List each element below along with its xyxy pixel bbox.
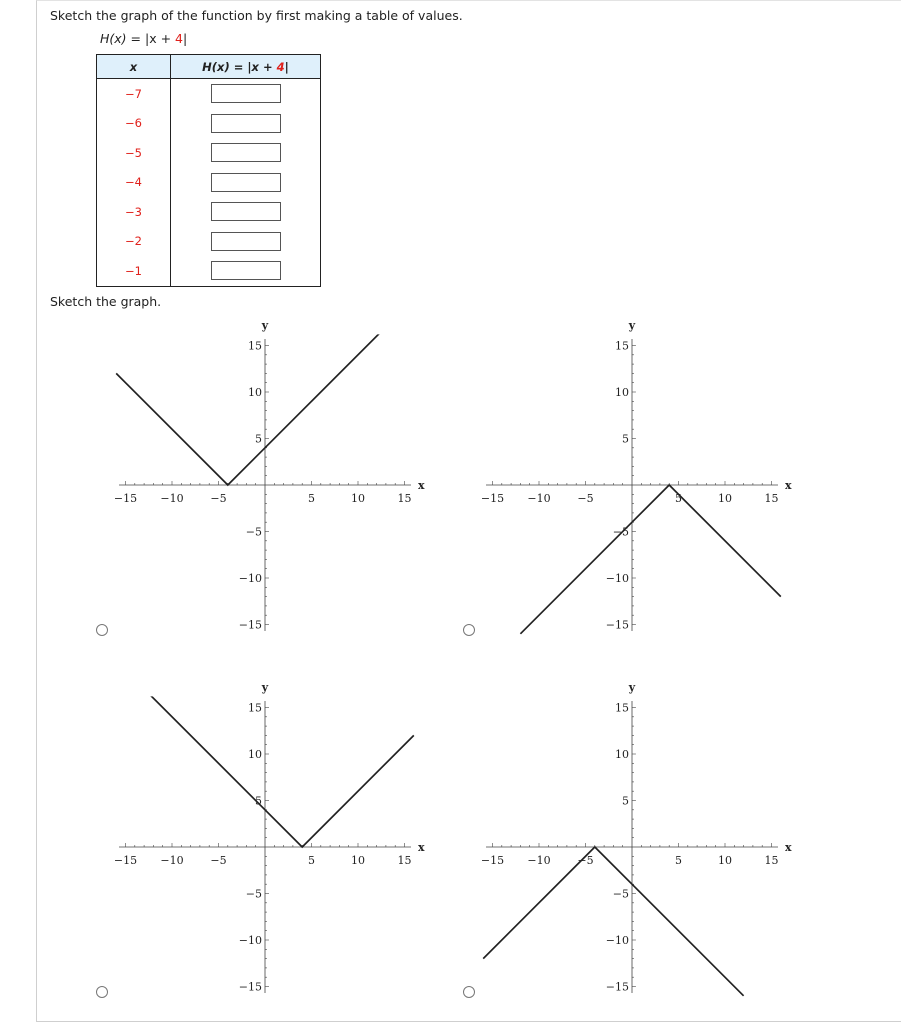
x-tick-label: 10 [351, 854, 365, 867]
x-tick-label: −5 [210, 854, 227, 867]
x-tick-label: 5 [308, 854, 315, 867]
radio-option-c[interactable] [96, 986, 108, 998]
y-tick-label: −15 [238, 980, 262, 994]
y-tick-label: −5 [612, 525, 629, 539]
y-tick-label: −15 [605, 618, 629, 632]
function-lhs: H(x) [100, 31, 127, 46]
x-value: −7 [97, 79, 171, 109]
y-tick-label: 15 [615, 701, 629, 715]
y-tick-label: −5 [245, 525, 262, 539]
x-value: −4 [97, 168, 171, 198]
x-value: −5 [97, 138, 171, 168]
radio-option-d[interactable] [463, 986, 475, 998]
y-tick-label: 10 [615, 748, 629, 761]
col-h-const: 4 [276, 59, 285, 74]
x-tick-label: −10 [527, 854, 551, 867]
sketch-label: Sketch the graph. [50, 294, 162, 309]
y-tick-label: 10 [615, 386, 629, 399]
x-value: −2 [97, 227, 171, 257]
x-tick-label: −15 [113, 854, 138, 867]
x-tick-label: 5 [308, 492, 315, 505]
function-const: 4 [175, 31, 183, 46]
col-h-lhs: H(x) = |x + [202, 59, 277, 74]
y-tick-label: −15 [238, 618, 262, 632]
graph-c [114, 681, 425, 994]
y-tick-label: −10 [238, 572, 262, 585]
y-tick-label: −5 [612, 887, 629, 901]
x-tick-label: −5 [577, 854, 594, 867]
y-tick-label: 5 [622, 432, 629, 446]
function-close: | [182, 31, 188, 46]
x-tick-label: −15 [480, 492, 505, 505]
x-value: −1 [97, 256, 171, 286]
x-tick-label: 10 [718, 854, 732, 867]
y-tick-label: 5 [255, 794, 262, 808]
y-tick-label: 5 [622, 794, 629, 808]
col-x-header: x [97, 55, 171, 79]
y-tick-label: −10 [605, 572, 629, 585]
col-h-close: | [284, 59, 289, 74]
x-axis-label: x [785, 479, 792, 492]
function-line-b [520, 485, 780, 634]
x-tick-label: −10 [160, 492, 184, 505]
x-value: −3 [97, 197, 171, 227]
function-eq: = |x + [126, 31, 176, 46]
y-axis-label: y [261, 680, 269, 694]
x-axis-label: x [418, 479, 425, 492]
y-axis-label: y [628, 318, 636, 332]
x-tick-label: 10 [351, 492, 365, 505]
y-tick-label: −15 [605, 980, 629, 994]
x-tick-label: 15 [397, 854, 412, 867]
x-tick-label: 15 [764, 854, 779, 867]
graph-d [481, 681, 792, 996]
x-tick-label: −10 [527, 492, 551, 505]
graph-a [114, 319, 425, 632]
x-tick-label: 15 [397, 492, 412, 505]
x-tick-label: −5 [210, 492, 227, 505]
x-axis-label: x [785, 841, 792, 854]
question-prompt: Sketch the graph of the function by first making a table of values. [50, 8, 463, 23]
x-tick-label: 5 [675, 854, 682, 867]
y-axis-label: y [628, 680, 636, 694]
y-tick-label: 10 [248, 386, 262, 399]
y-tick-label: 15 [615, 339, 629, 353]
y-tick-label: 10 [248, 748, 262, 761]
x-tick-label: 10 [718, 492, 732, 505]
x-axis-label: x [418, 841, 425, 854]
y-tick-label: −10 [238, 934, 262, 947]
x-tick-label: 5 [675, 492, 682, 505]
x-tick-label: −5 [577, 492, 594, 505]
graph-b [481, 319, 792, 634]
function-line-c [144, 689, 414, 847]
y-tick-label: 15 [248, 701, 262, 715]
y-tick-label: −5 [245, 887, 262, 901]
y-tick-label: 15 [248, 339, 262, 353]
y-tick-label: −10 [605, 934, 629, 947]
x-value: −6 [97, 109, 171, 139]
y-axis-label: y [261, 318, 269, 332]
x-tick-label: −15 [113, 492, 138, 505]
x-tick-label: −15 [480, 854, 505, 867]
function-line-d [480, 847, 743, 996]
radio-option-a[interactable] [96, 624, 108, 636]
x-tick-label: −10 [160, 854, 184, 867]
y-tick-label: 5 [255, 432, 262, 446]
x-tick-label: 15 [764, 492, 779, 505]
radio-option-b[interactable] [463, 624, 475, 636]
